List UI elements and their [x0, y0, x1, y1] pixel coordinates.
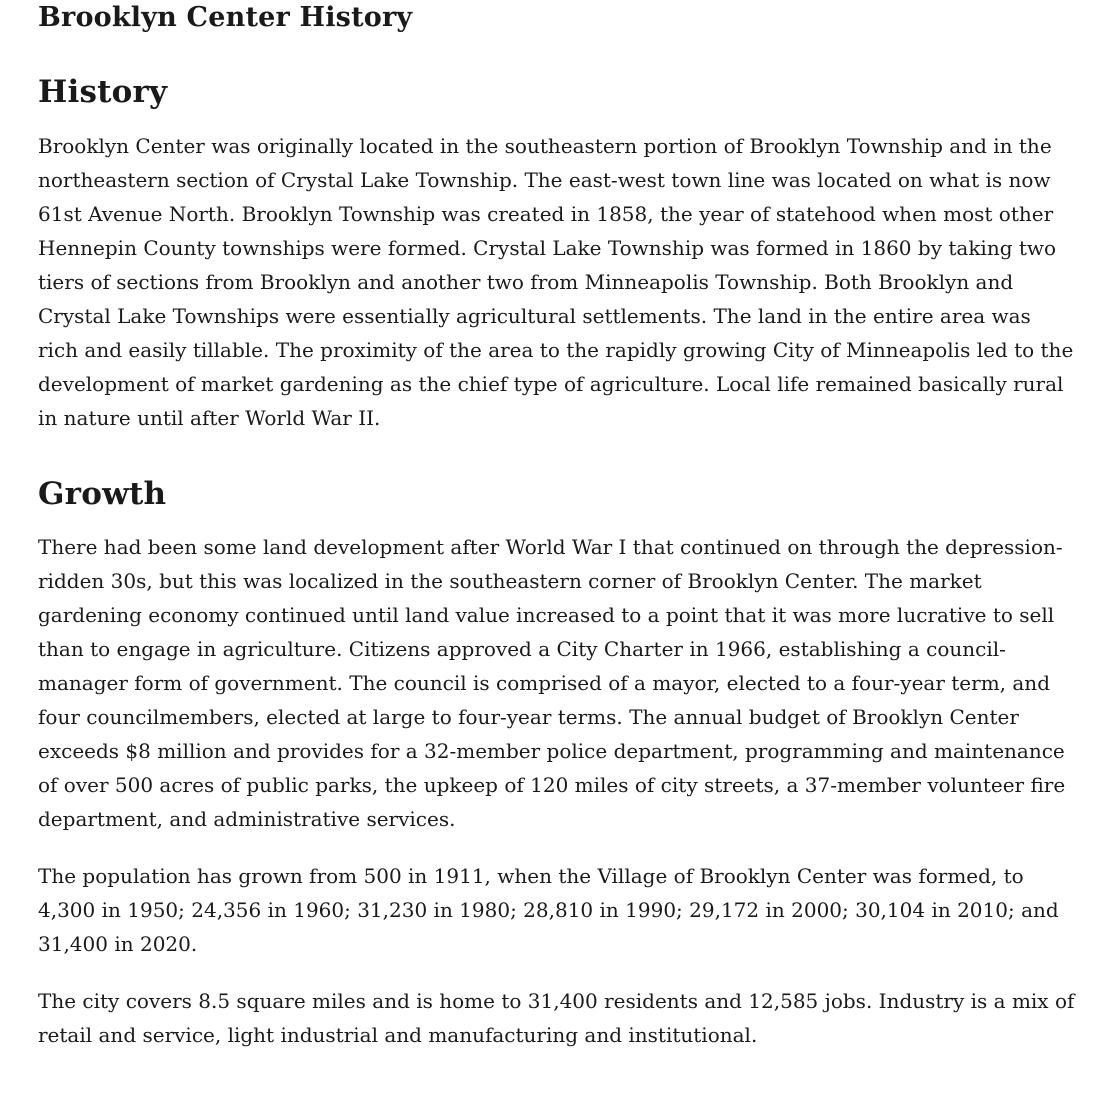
section-heading-history: History	[38, 74, 168, 111]
page-title: Brooklyn Center History	[38, 2, 413, 33]
growth-paragraph-development: There had been some land development after World War I that continued on through the depression-ridden 30s, but this was localized in the southeastern corner of Brooklyn Center. The market gardening economy continued until land value increased to a point that it was more lucrative to sell than to engage in agriculture. Citizens approved a City Charter in 1966, establishing a council-manager form of government. The council is comprised of a mayor, elected to a four-year term, and four councilmembers, elected at large to four-year terms. The annual budget of Brooklyn Center exceeds $8 million and provides for a 32-member police department, programming and maintenance of over 500 acres of public parks, the upkeep of 120 miles of city streets, a 37-member volunteer fire department, and administrative services.	[38, 535, 1066, 832]
growth-paragraph-city-stats: The city covers 8.5 square miles and is home to 31,400 residents and 12,585 jobs. Industry is a mix of retail and service, light industrial and manufacturing and institutional.	[38, 989, 1075, 1048]
growth-paragraph-population: The population has grown from 500 in 1911, when the Village of Brooklyn Center was formed, to 4,300 in 1950; 24,356 in 1960; 31,230 in 1980; 28,810 in 1990; 29,172 in 2000; 30,104 in 2010; and 31,400 in 2020.	[38, 864, 1059, 957]
section-heading-growth: Growth	[38, 475, 167, 512]
history-paragraph: Brooklyn Center was originally located in the southeastern portion of Brooklyn Township and in the northeastern section of Crystal Lake Township. The east-west town line was located on what is now 61st Avenue North. Brooklyn Township was created in 1858, the year of statehood when most other Hennepin County townships were formed. Crystal Lake Township was formed in 1860 by taking two tiers of sections from Brooklyn and another two from Minneapolis Township. Both Brooklyn and Crystal Lake Townships were essentially agricultural settlements. The land in the entire area was rich and easily tillable. The proximity of the area to the rapidly growing City of Minneapolis led to the development of market gardening as the chief type of agriculture. Local life remained basically rural in nature until after World War II.	[38, 133, 1074, 430]
